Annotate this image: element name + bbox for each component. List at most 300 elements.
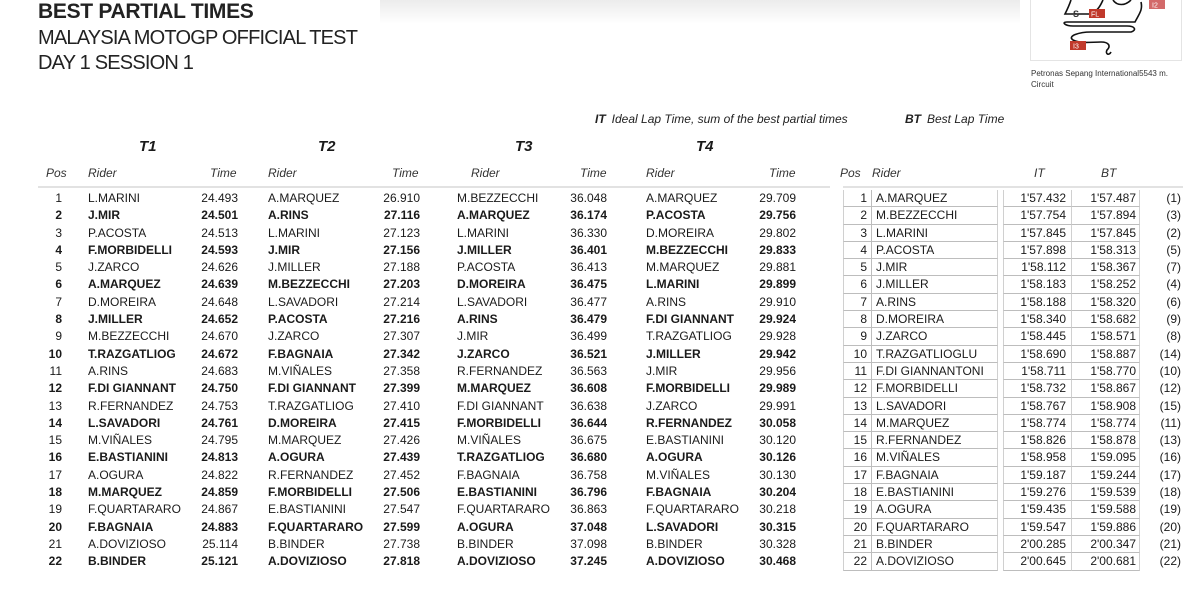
rider-name: R.FERNANDEZ: [268, 467, 354, 482]
results-row: [843, 346, 1183, 363]
results-row: [843, 553, 1183, 570]
sector-time: 36.521: [570, 346, 607, 361]
position: 17: [853, 467, 867, 482]
rider-name: F.QUARTARARO: [646, 502, 739, 517]
cell-divider: [871, 225, 872, 242]
position: 20: [48, 519, 62, 534]
col-time-t4: Time: [769, 166, 796, 180]
position: 5: [860, 260, 867, 275]
rider-name: F.DI GIANNANT: [646, 312, 734, 327]
position: 1: [860, 191, 867, 205]
cell-divider: [871, 346, 872, 363]
sector-time: 27.203: [383, 277, 420, 292]
sector-time: 27.307: [383, 329, 420, 344]
col-rider-t3: Rider: [471, 166, 500, 180]
rider-name: M.BEZZECCHI: [88, 329, 170, 344]
rider-name: A.DOVIZIOSO: [646, 554, 725, 569]
best-lap-rank: (5): [1166, 242, 1181, 257]
rider-name: L.SAVADORI: [876, 398, 947, 413]
results-row: [843, 484, 1183, 501]
ideal-lap-time: 1'58.690: [1020, 346, 1066, 361]
rider-name: M.VIÑALES: [646, 467, 711, 482]
cell-divider: [871, 380, 872, 397]
results-row: [843, 432, 1183, 449]
rider-name: M.BEZZECCHI: [876, 208, 958, 223]
legend-bt-desc: Best Lap Time: [927, 112, 1005, 126]
legend-it-desc: Ideal Lap Time, sum of the best partial times: [611, 112, 848, 126]
sector-time: 37.098: [570, 536, 607, 551]
best-lap-rank: (13): [1159, 433, 1181, 448]
rider-name: A.RINS: [88, 363, 129, 378]
rider-name: M.MARQUEZ: [876, 415, 950, 430]
sector-time: 36.644: [570, 415, 607, 430]
rider-name: E.BASTIANINI: [88, 450, 169, 465]
page-title: BEST PARTIAL TIMES: [38, 0, 254, 23]
rider-name: J.MIR: [876, 260, 908, 275]
ideal-lap-time: 2'00.645: [1020, 554, 1066, 569]
rider-name: D.MOREIRA: [646, 225, 715, 240]
intermediate-3-label: I3: [1073, 43, 1079, 51]
sector-time: 30.126: [759, 450, 796, 465]
position: 4: [860, 242, 867, 257]
rider-name: A.MARQUEZ: [646, 191, 718, 205]
sector-time: 36.479: [570, 312, 607, 327]
rider-name: F.QUARTARARO: [457, 502, 550, 517]
sector-heading-t3: T3: [515, 138, 533, 155]
rider-name: P.ACOSTA: [88, 225, 147, 240]
rider-name: P.ACOSTA: [457, 260, 516, 275]
rider-name: L.MARINI: [876, 225, 929, 240]
ideal-lap-time: 1'59.547: [1020, 519, 1066, 534]
rider-name: L.MARINI: [646, 277, 700, 292]
sector-time: 29.924: [759, 312, 796, 327]
sector-time: 25.121: [201, 554, 238, 569]
rider-name: J.MIR: [457, 329, 489, 344]
sector-time: 24.867: [201, 502, 238, 517]
col-pos: Pos: [46, 166, 67, 180]
circuit-info: [1031, 68, 1200, 90]
rider-name: M.BEZZECCHI: [457, 191, 539, 205]
rider-name: E.BASTIANINI: [268, 502, 347, 517]
position: 1: [55, 191, 62, 205]
position: 21: [48, 536, 62, 551]
ideal-lap-time: 1'58.826: [1020, 433, 1066, 448]
best-lap-time: 1'58.774: [1090, 415, 1136, 430]
rider-name: M.MARQUEZ: [457, 381, 531, 396]
sector-row: [0, 536, 800, 553]
cell-divider: [871, 398, 872, 415]
event-name: MALAYSIA MOTOGP OFFICIAL TEST: [38, 27, 358, 49]
sector-heading-t4: T4: [696, 138, 714, 155]
position: 19: [853, 502, 867, 517]
sector-time: 24.652: [201, 312, 238, 327]
rider-name: T.RAZGATLIOG: [268, 398, 354, 413]
position: 14: [853, 415, 867, 430]
best-lap-time: 1'57.894: [1090, 208, 1136, 223]
sector-time: 27.818: [383, 554, 420, 569]
best-lap-rank: (20): [1159, 519, 1181, 534]
sector-time: 27.439: [383, 450, 420, 465]
position: 16: [853, 450, 867, 465]
sector-time: 30.058: [759, 415, 796, 430]
sector-row: [0, 484, 800, 501]
position: 2: [55, 208, 62, 223]
rider-name: P.ACOSTA: [876, 242, 935, 257]
sector-time: 36.174: [570, 208, 607, 223]
rider-name: A.OGURA: [646, 450, 703, 465]
results-row: [843, 207, 1183, 224]
sector-row: [0, 328, 800, 345]
rider-name: A.RINS: [268, 208, 309, 223]
sector-time: 27.452: [383, 467, 420, 482]
best-lap-time: 1'58.320: [1090, 294, 1136, 309]
position: 19: [48, 502, 62, 517]
sector-time: 29.956: [759, 363, 796, 378]
sector-time: 36.499: [570, 329, 607, 344]
cell-divider: [871, 467, 872, 484]
position: 14: [48, 415, 62, 430]
rider-name: J.MIR: [268, 242, 301, 257]
sector-time: 27.410: [383, 398, 420, 413]
position: 7: [860, 294, 867, 309]
sector-time: 30.468: [759, 554, 796, 569]
sector-time: 36.608: [570, 381, 607, 396]
rider-name: M.VIÑALES: [88, 433, 153, 448]
sector-heading-t1: T1: [139, 138, 157, 155]
col-pos-results: Pos: [840, 166, 861, 180]
sector-time: 27.599: [383, 519, 420, 534]
rider-name: J.ZARCO: [88, 260, 140, 275]
rider-name: M.MARQUEZ: [646, 260, 720, 275]
position: 3: [55, 225, 62, 240]
sector-time: 36.675: [570, 433, 607, 448]
sector-time: 24.639: [201, 277, 238, 292]
sector-time: 27.358: [383, 363, 420, 378]
results-header-divider: [843, 186, 1183, 188]
results-row: [843, 501, 1183, 518]
position: 18: [853, 485, 867, 500]
rider-name: M.VIÑALES: [876, 450, 941, 465]
sector-time: 29.928: [759, 329, 796, 344]
best-lap-rank: (12): [1159, 381, 1181, 396]
results-row: [843, 380, 1183, 397]
position: 7: [55, 294, 62, 309]
sector-time: 30.315: [759, 519, 796, 534]
circuit-name-suffix: Circuit: [1031, 80, 1054, 89]
rider-name: A.OGURA: [457, 519, 514, 534]
sector-row: [0, 467, 800, 484]
sector-time: 24.813: [201, 450, 238, 465]
results-row: [843, 242, 1183, 259]
results-row: [843, 398, 1183, 415]
best-lap-time: 1'58.887: [1090, 346, 1136, 361]
sector-time: 27.188: [383, 260, 420, 275]
col-time-t1: Time: [210, 166, 237, 180]
sector-row: [0, 311, 800, 328]
col-time-t2: Time: [392, 166, 419, 180]
sector-time: 24.493: [201, 191, 238, 205]
sector-time: 27.399: [383, 381, 420, 396]
best-lap-time: 1'57.487: [1090, 191, 1136, 205]
cell-divider: [871, 242, 872, 259]
sector-time: 36.563: [570, 363, 607, 378]
rider-name: J.ZARCO: [268, 329, 320, 344]
sector-row: [0, 294, 800, 311]
best-lap-rank: (7): [1166, 260, 1181, 275]
sector-time: 30.120: [759, 433, 796, 448]
legend-it: [595, 112, 848, 126]
best-lap-rank: (14): [1159, 346, 1181, 361]
sector-time: 36.475: [570, 277, 607, 292]
cell-divider: [871, 415, 872, 432]
sector-row: [0, 415, 800, 432]
sector-time: 24.513: [201, 225, 238, 240]
sector-time: 29.991: [759, 398, 796, 413]
rider-name: F.MORBIDELLI: [268, 485, 352, 500]
best-lap-time: 1'58.252: [1090, 277, 1136, 292]
rider-name: J.ZARCO: [876, 329, 928, 344]
rider-name: E.BASTIANINI: [876, 485, 955, 500]
intermediate-2-label: I2: [1152, 2, 1158, 10]
rider-name: R.FERNANDEZ: [646, 415, 732, 430]
position: 11: [854, 363, 867, 378]
rider-name: R.FERNANDEZ: [88, 398, 174, 413]
rider-name: F.QUARTARARO: [88, 502, 181, 517]
best-lap-rank: (2): [1166, 225, 1181, 240]
rider-name: F.BAGNAIA: [268, 346, 334, 361]
cell-divider: [871, 449, 872, 466]
rider-name: A.MARQUEZ: [457, 208, 530, 223]
rider-name: A.DOVIZIOSO: [88, 536, 167, 551]
results-row: [843, 467, 1183, 484]
rider-name: A.DOVIZIOSO: [876, 554, 955, 569]
sector-time: 29.756: [759, 208, 796, 223]
rider-name: F.DI GIANNANT: [268, 381, 356, 396]
rider-name: L.MARINI: [88, 191, 141, 205]
sector-row: [0, 398, 800, 415]
rider-name: A.MARQUEZ: [88, 277, 161, 292]
results-row: [843, 328, 1183, 345]
position: 15: [853, 433, 867, 448]
legend-bt-abbr: BT: [905, 112, 921, 126]
circuit-name: Petronas Sepang International: [1031, 69, 1140, 78]
track-outline-icon: [1031, 0, 1181, 60]
best-lap-time: 1'58.571: [1090, 329, 1136, 344]
results-row: [843, 415, 1183, 432]
rider-name: J.MIR: [646, 363, 678, 378]
sector-time: 27.738: [383, 536, 420, 551]
ideal-lap-results-table: [843, 190, 1183, 571]
rider-name: A.OGURA: [268, 450, 325, 465]
sector-time: 27.216: [383, 312, 420, 327]
sector-row: [0, 501, 800, 518]
col-bt: BT: [1101, 166, 1117, 180]
col-rider-results: Rider: [872, 166, 901, 180]
rider-name: A.RINS: [457, 312, 498, 327]
sector-time: 36.680: [570, 450, 607, 465]
sector-time: 24.750: [201, 381, 238, 396]
sector-time: 24.859: [201, 485, 238, 500]
best-lap-time: 2'00.347: [1090, 536, 1136, 551]
sector-time: 29.833: [759, 242, 796, 257]
cell-divider: [871, 553, 872, 570]
cell-divider: [871, 501, 872, 518]
rider-name: F.BAGNAIA: [646, 485, 712, 500]
sector-row: [0, 363, 800, 380]
legend-bt: [905, 112, 1004, 126]
position: 8: [860, 312, 867, 327]
rider-name: A.DOVIZIOSO: [268, 554, 347, 569]
ideal-lap-time: 1'57.754: [1020, 208, 1066, 223]
rider-name: F.DI GIANNANT: [88, 381, 176, 396]
cell-divider: [871, 363, 872, 380]
rider-name: B.BINDER: [88, 554, 147, 569]
sector-heading-t2: T2: [318, 138, 336, 155]
position: 8: [55, 312, 62, 327]
sector-time: 24.683: [201, 363, 238, 378]
sector-row: [0, 207, 800, 224]
best-lap-time: 1'58.878: [1090, 433, 1136, 448]
sector-row: [0, 259, 800, 276]
rider-name: B.BINDER: [457, 536, 514, 551]
rider-name: R.FERNANDEZ: [457, 363, 543, 378]
sector-row: [0, 519, 800, 536]
sector-time: 29.910: [759, 294, 796, 309]
ideal-lap-time: 1'58.958: [1020, 450, 1066, 465]
best-lap-rank: (22): [1159, 554, 1181, 569]
sector-time: 24.626: [201, 260, 238, 275]
position: 6: [860, 277, 867, 292]
rider-name: L.SAVADORI: [88, 415, 161, 430]
best-lap-time: 1'58.313: [1090, 242, 1136, 257]
ideal-lap-time: 1'58.445: [1020, 329, 1066, 344]
col-time-t3: Time: [580, 166, 607, 180]
best-lap-rank: (21): [1159, 536, 1181, 551]
sector-time: 36.413: [570, 260, 607, 275]
sector-time: 27.214: [383, 294, 420, 309]
position: 3: [860, 225, 867, 240]
sector-time: 36.758: [570, 467, 607, 482]
sector-row: [0, 190, 800, 207]
results-row: [843, 449, 1183, 466]
cell-divider: [871, 432, 872, 449]
sector-time: 27.547: [383, 502, 420, 517]
best-lap-time: 1'58.867: [1090, 381, 1136, 396]
circuit-map: [1030, 0, 1182, 61]
rider-name: M.BEZZECCHI: [268, 277, 350, 292]
rider-name: J.MILLER: [268, 260, 321, 275]
ideal-lap-time: 1'58.767: [1020, 398, 1066, 413]
ideal-lap-time: 1'58.711: [1021, 363, 1066, 378]
cell-divider: [871, 484, 872, 501]
cell-divider: [871, 259, 872, 276]
rider-name: F.BAGNAIA: [876, 467, 939, 482]
best-lap-rank: (3): [1166, 208, 1181, 223]
rider-name: L.SAVADORI: [268, 294, 339, 309]
results-row: [843, 536, 1183, 553]
sector-time: 24.670: [201, 329, 238, 344]
cell-divider: [871, 207, 872, 224]
sector-time: 24.593: [201, 242, 238, 257]
results-row: [843, 519, 1183, 536]
rider-name: T.RAZGATLIOG: [88, 346, 176, 361]
rider-name: A.RINS: [876, 294, 917, 309]
cell-divider: [871, 294, 872, 311]
best-lap-time: 1'59.588: [1090, 502, 1136, 517]
best-lap-rank: (19): [1159, 502, 1181, 517]
sector-row: [0, 225, 800, 242]
ideal-lap-time: 1'59.276: [1020, 485, 1066, 500]
rider-name: D.MOREIRA: [876, 312, 945, 327]
rider-name: P.ACOSTA: [646, 208, 706, 223]
session-name: DAY 1 SESSION 1: [38, 52, 194, 74]
position: 17: [48, 467, 62, 482]
position: 13: [853, 398, 867, 413]
ideal-lap-time: 1'58.340: [1020, 312, 1066, 327]
position: 4: [55, 242, 62, 257]
ideal-lap-time: 2'00.285: [1020, 536, 1066, 551]
ideal-lap-time: 1'57.432: [1020, 191, 1066, 205]
rider-name: A.DOVIZIOSO: [457, 554, 536, 569]
results-row: [843, 225, 1183, 242]
cell-divider: [871, 519, 872, 536]
rider-name: B.BINDER: [876, 536, 933, 551]
rider-name: F.QUARTARARO: [268, 519, 364, 534]
sector-time: 30.204: [759, 485, 796, 500]
best-lap-rank: (18): [1159, 485, 1181, 500]
best-lap-rank: (11): [1160, 415, 1181, 430]
sector-time: 36.048: [570, 191, 607, 205]
sector-time: 30.130: [759, 467, 796, 482]
sector-time: 25.114: [202, 536, 238, 551]
position: 21: [853, 536, 867, 551]
sector-time: 29.942: [759, 346, 796, 361]
cell-divider: [871, 328, 872, 345]
best-lap-time: 1'59.539: [1090, 485, 1136, 500]
best-lap-rank: (6): [1166, 294, 1181, 309]
rider-name: B.BINDER: [268, 536, 325, 551]
best-lap-rank: (15): [1159, 398, 1181, 413]
position: 22: [48, 554, 62, 569]
rider-name: A.RINS: [646, 294, 687, 309]
sector-time: 24.761: [201, 415, 238, 430]
position: 22: [853, 554, 867, 569]
position: 12: [48, 381, 62, 396]
rider-name: J.ZARCO: [457, 346, 510, 361]
col-rider-t4: Rider: [646, 166, 675, 180]
best-lap-rank: (1): [1166, 191, 1181, 205]
results-row: [843, 363, 1183, 380]
rider-name: F.MORBIDELLI: [88, 242, 172, 257]
rider-name: T.RAZGATLIOGLU: [876, 346, 978, 361]
ideal-lap-time: 1'59.187: [1020, 467, 1066, 482]
sector-time: 27.506: [383, 485, 420, 500]
sector-time: 36.863: [570, 502, 607, 517]
position: 9: [860, 329, 867, 344]
sector-time: 27.415: [383, 415, 420, 430]
rider-name: D.MOREIRA: [88, 294, 157, 309]
position: 16: [48, 450, 62, 465]
rider-name: J.MILLER: [457, 242, 512, 257]
sector-time: 27.116: [383, 208, 420, 223]
rider-name: J.MILLER: [88, 312, 143, 327]
rider-name: A.MARQUEZ: [268, 191, 340, 205]
sector-time: 36.796: [570, 485, 607, 500]
sector-time: 24.672: [201, 346, 238, 361]
circuit-length: 5543 m.: [1139, 69, 1168, 78]
results-row: [843, 311, 1183, 328]
sector-time: 24.753: [201, 398, 238, 413]
